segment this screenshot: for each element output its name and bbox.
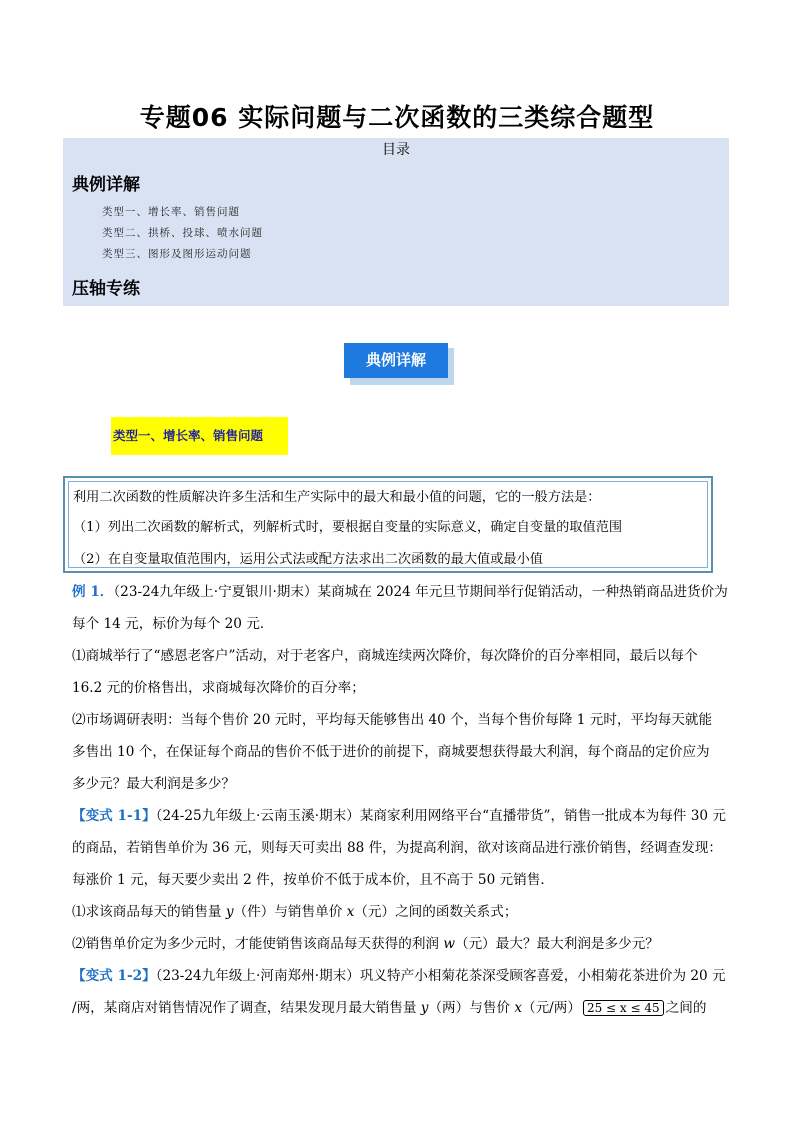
variant-1-1-line-3: 每涨价 1 元，每天要少卖出 2 件，按单价不低于成本价，且不高于 50 元销售． xyxy=(72,872,554,888)
method-box xyxy=(63,476,713,573)
toc-section-examples[interactable]: 典例详解 xyxy=(72,175,140,195)
method-step-2: （2）在自变量取值范围内，运用公式法或配方法求出二次函数的最大值或最小值 xyxy=(73,552,543,567)
toc-item-type1[interactable]: 类型一、增长率、销售问题 xyxy=(102,206,240,218)
method-intro: 利用二次函数的性质解决许多生活和生产实际中的最大和最小值的问题，它的一般方法是： xyxy=(73,490,601,505)
example-1-line-6: 多售出 10 个，在保证每个商品的售价不低于进价的前提下，商城要想获得最大利润，每个商品的定价应为 xyxy=(72,744,710,760)
toc-item-type2[interactable]: 类型二、拱桥、投球、喷水问题 xyxy=(102,227,263,239)
toc-heading: 目录 xyxy=(382,142,410,158)
variant-1-1-part-2: ⑵销售单价定为多少元时，才能使销售该商品每天获得的利润 w（元）最大？最大利润是多少元？ xyxy=(72,936,659,952)
example-1-label: 例 1． xyxy=(72,584,114,600)
method-step-1: （1）列出二次函数的解析式，列解析式时，要根据自变量的实际意义，确定自变量的取值范围 xyxy=(73,520,623,535)
variant-1-2-line-2: /两，某商店对销售情况作了调查，结果发现月最大销售量 y（两）与售价 x（元/两） 25 ≤ x ≤ 45 之间的 xyxy=(72,1000,707,1016)
variant-1-2-label: 【变式 1-2】 xyxy=(72,968,156,984)
type-heading: 类型一、增长率、销售问题 xyxy=(111,417,288,455)
example-1-part-2: ⑵市场调研表明：当每个售价 20 元时，平均每天能够售出 40 个，当每个售价每降 1 元时，平均每天就能 xyxy=(72,712,713,728)
example-1-part-1: ⑴商城举行了“感恩老客户”活动，对于老客户，商城连续两次降价，每次降价的百分率相同，最后以每个 xyxy=(72,648,698,664)
toc-item-type3[interactable]: 类型三、图形及图形运动问题 xyxy=(102,248,252,260)
variant-1-1-line-2: 的商品，若销售单价为 36 元，则每天可卖出 88 件，为提高利润，欲对该商品进行涨价销售，经调查发现： xyxy=(72,840,723,856)
example-1-line-7: 多少元？最大利润是多少？ xyxy=(72,776,236,792)
banner-label: 典例详解 xyxy=(344,343,448,378)
variant-1-1-line-1: 【变式 1-1】（24-25九年级上·云南玉溪·期末）某商家利用网络平台“直播带货”，销售一批成本为每件 30 元 xyxy=(72,808,726,824)
variant-1-1-label: 【变式 1-1】 xyxy=(72,808,156,824)
toc-section-practice[interactable]: 压轴专练 xyxy=(72,279,140,299)
example-1-line-2: 每个 14 元，标价为每个 20 元． xyxy=(72,616,274,632)
section-banner xyxy=(344,341,456,385)
example-1-line-4: 16.2 元的价格售出，求商城每次降价的百分率； xyxy=(72,680,365,696)
variant-1-1-part-1: ⑴求该商品每天的销售量 y（件）与销售单价 x（元）之间的函数关系式； xyxy=(72,904,518,920)
variant-1-2-line-1: 【变式 1-2】（23-24九年级上·河南郑州·期末）巩义特产小相菊花茶深受顾客喜爱，小相菊花茶进价为 20 元 xyxy=(72,968,726,984)
example-1-line-1: 例 1．（23-24九年级上·宁夏银川·期末）某商城在 2024 年元旦节期间举行促销活动，一种热销商品进货价为 xyxy=(72,584,728,600)
table-of-contents xyxy=(63,138,729,306)
range-expression: 25 ≤ x ≤ 45 xyxy=(583,1000,664,1016)
page-title: 专题06 实际问题与二次函数的三类综合题型 xyxy=(139,103,655,132)
